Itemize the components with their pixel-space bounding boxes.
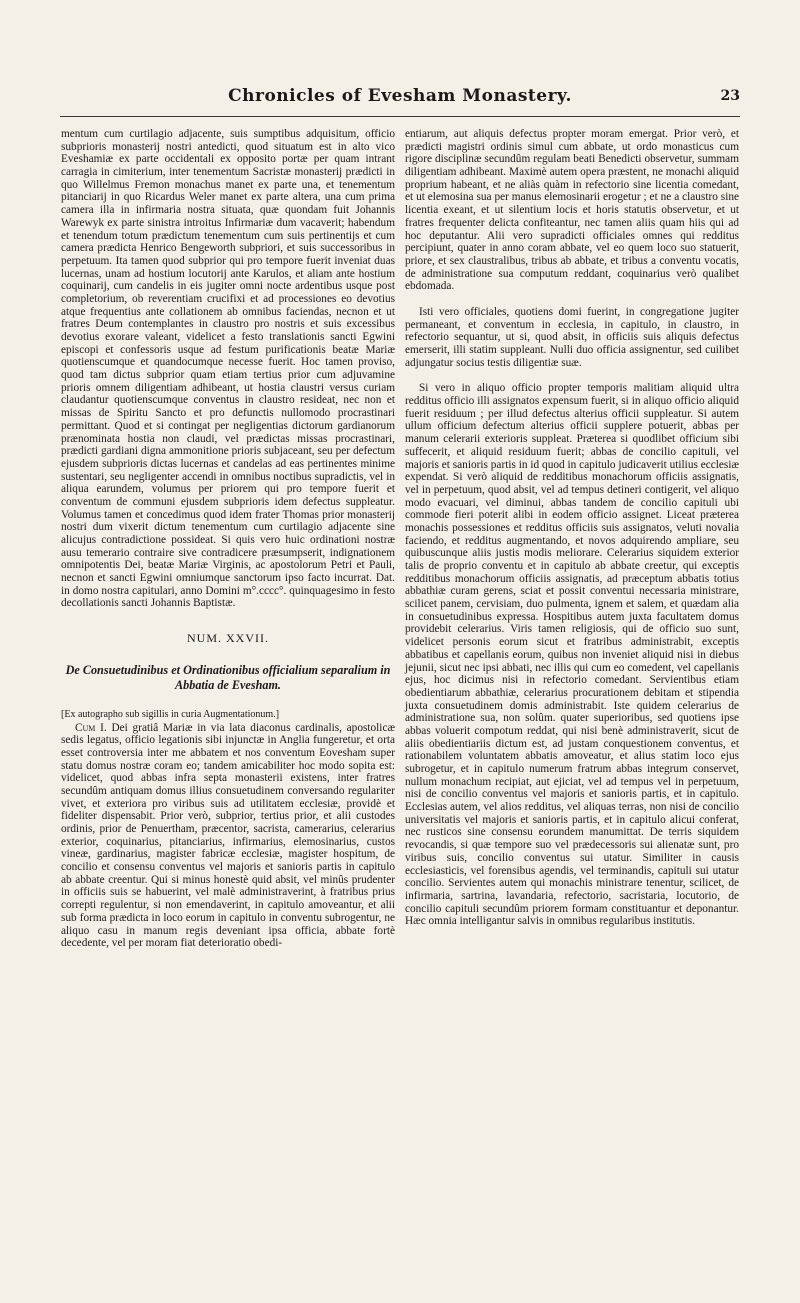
source-note: [Ex autographo sub sigillis in curia Augmentationum.]: [61, 708, 280, 720]
right-paragraph-3: Si vero in aliquo officio propter temporis malitiam aliquid ultra redditus officio illi assignatos expensum fuerit, si in aliquo officio aliquid fuerit residuum ; per illud defectus alterius officii suppleatur. Si autem ullum officium defectum alterius officii supplere potuerit, abbas per manum celerarii exterioris suppleat. Præterea si quodlibet officium sibi suffecerit, et aliquid residuum fuerit; abbas de concilio capituli, vel majoris et sanioris partis in id quod in capitulo judicaverit utilius ecclesiæ expendat. Si verò aliquid de redditibus monachorum officiis assignatis, vel in perpetuum, quod absit, vel ad tempus detineri contigerit, vel aliquo modo evacuari, vel diminui, abbas tandem de concilio capituli ubi commode fieri poterit alibi in eodem officio assignet. Liceat præterea monachis possessiones et redditus officiis suis assignatos, veluti novalia faciendo, et redditus augmentando, et novos adquirendo ampliare, seu quibuscunque aliis justis modis meliorare. Celerarius siquidem exterior talis de proprio conventu et in capitulo ab abbate creetur, qui exceptis redditibus monachorum officiis assignatis, ad præceptum abbatis totius abbathiæ curam gerens, sciat et possit conventui necessaria ministrare, scilicet panem, cervisiam, duo pulmenta, ignem et salem, et quædam alia in consuetudinibus expressa. Hospitibus autem juxta facultatem domus providebit celerarius. Viris tamen religiosis, qui de officio suo sunt, videlicet personis eorum sicut et fratribus administrabit, exceptis abbatibus et capellanis eorum, quibus non inveniet aliquid nisi in diebus jejunii, sicut nec ipsi abbati, nec illis qui cum eo comedent, vel capellanis ejus, hoc dicimus nisi in refectorio comedant. Servientibus etiam obedientiarum abbathiæ, celerarius procurationem debitam et stipendia juxta consuetudinem domis administrabit. Iste quidem celerarius de administratione sua, non solûm. quater superioribus, sed quotiens ipse abbas voluerit compotum reddat, qui nisi benè administraverit, sicut de aliis obedientiariis dictum est, ad justam conquestionem conventus, et rationabilem voluntatem abbatis amoveatur, et alius statim loco ejus subrogetur, et in capitulo numerum fratrum abbas integrum conservet, nullum monachum recipiat, aut ejiciat, vel ad tempus vel in perpetuum, nisi de concilio conventus vel majoris et sanioris partis, et in capitulo. Ecclesias autem, vel alios redditus, vel aliquas terras, non nisi de concilio universitatis vel majoris et sanioris partis, et in capitulo alicui conferat, nec rusticos sine consensu eorundem manumittat. De terris siquidem revocandis, si quæ tempore suo vel prædecessoris sui alienatæ sunt, pro viribus suis, concilio conventus sui utatur. Similiter in causis ecclesiasticis, vel forensibus agendis, vel terminandis, capituli sui utatur concilio. Servientes autem qui monachis ministrare tenentur, scilicet, de infirmaria, sartrina, lavandaria, refectorio, sacristaria, locutorio, de concilio capituli secundûm priorem formam constituantur et deponantur. Hæc omnia intelligantur salvis in omnibus regularibus institutis.: [405, 382, 739, 928]
left-paragraph-1: mentum cum curtilagio adjacente, suis sumptibus adquisitum, officio subprioris monasterij nostri antedicti, quod situatum est in alto vico Eveshamiæ ex parte occidentali ex opposito portæ per quam intrant carragia in cimiterium, inter tenementum Sacristæ monasterij prædicti in quo Willelmus Fremon monachus manet ex parte una, et tenementum pitanciarij in quo Ricardus Weler manet ex parte altera, una cum prima camera illa in infirmaria nostra situata, quæ quondam fuit Johannis Warewyk ex parte sinistra introitus Infirmariæ dum vacaverit; habendum et tenendum totum prædictum tenementum cum suis pertinentijs et cum camera prædicta Henrico Bengeworth subpriori, et suis successoribus in perpetuum. Ita tamen quod subprior qui pro tempore fuerit inveniat duas lucernas, unam ad hostium locutorij ante Karulos, et aliam ante hostium coquinarij, cum candelis in eis jugiter omni nocte ardentibus usque post completorium, ob reverentiam crucifixi et ad processiones eo devotius atque frequentius ante collationem ab omnibus faciendas, necnon et ut fratres Deum contemplantes in claustro pro nostris et suis excessibus devotius exorare valeant, videlicet a festo translationis sancti Egwini episcopi et confessoris usque ad festum purificationis beatæ Mariæ quotienscumque et quandocumque necesse fuerit. Hoc tamen proviso, quod tam dictus subprior quam etiam tertius prior cum adjuvamine prioris omnem diligentiam adhibeant, ut hostia claustri versus curiam claudantur quotienscumque conventus in claustro resideat, nec non et missas de Spiritu Sancto et pro defunctis nullomodo procrastinari permittant. Quod et si contingat per negligentias dictorum gardianorum prænominata hostia non claudi, vel prædictas missas procrastinari, prædicti gardiani digna ammonitione prioris subjaceant, seu per defectum ejusdem subprioris dictas lucernas et candelas ad eas pertinentes minime sustentari, seu negligenter accendi in omnibus noctibus supradictis, vel in aliqua earundem, volumus per priorem qui pro tempore fuerit et conventum de communi ejusdem subprioris idem defectus suppleatur. Volumus tamen et concedimus quod idem frater Thomas prior monasterij nostri dum vixerit dictum tenementum cum curtilagio adjacente sine alicujus contradictione possideat. Si quis vero huic ordinationi nostræ ausu temerario contraire sive contradicere præsumpserit, indignationem omnipotentis Dei, beatæ Mariæ Virginis, ac apostolorum Petri et Pauli, necnon et sancti Egwini omniumque sanctorum ipso facto incurrat. Dat. in domo nostra capitulari, anno Domini m°.cccc°. quinquagesimo in festo decollationis sancti Johannis Baptistæ.: [61, 128, 395, 610]
section-number: NUM. XXVII.: [187, 631, 269, 646]
right-column: [405, 128, 739, 928]
left-paragraph-2: [61, 722, 395, 950]
section-title: De Consuetudinibus et Ordinationibus officialium separalium in Abbatia de Evesham.: [65, 662, 391, 692]
right-paragraph-1: entiarum, aut aliquis defectus propter moram emergat. Prior verò, et prædicti magistri ordinis simul cum abbate, ut ordo monasticus cum rigore disciplinæ secundûm regulam beati Benedicti observetur, summam diligentiam adhibeant. Maximè autem opera præstent, ne monachi aliquid proprium habeant, et ne aliàs quàm in refectorio sine licentia comedant, et ut elemosina sua per manus elemosinarii erogetur ; et ne a claustro sine licentia exeant, et ut silentium locis et horis statutis observetur, et ut fratres frequenter delicta confiteantur, nec tamen aliis quam hiis qui ad hoc deputantur. Alii vero supradicti officiales omnes qui redditus percipiunt, quater in anno coram abbate, vel eo quem loco suo statuerit, priore, et sex claustralibus, tribus ab abbate, et tribus a conventu vocatis, de administratione sua computum reddant, coquinarius verò qualibet ebdomada.: [405, 128, 739, 293]
page-number: 23: [720, 88, 740, 104]
right-paragraph-2: Isti vero officiales, quotiens domi fuerint, in congregatione jugiter permaneant, et conventum in ecclesia, in capitulo, in claustro, in refectorio sequantur, ut si, quod absit, in officiis suis aliquis defectus emerserit, illi statim suppleant. Nulli duo officia assignentur, sed cuilibet adjungatur socius testis diligentiæ suæ.: [405, 305, 739, 369]
left-paragraph-2-text: I. Dei gratiâ Mariæ in via lata diaconus cardinalis, apostolicæ sedis legatus, officio legationis sibi injunctæ in Anglia fungeretur, et orta esset controversia inter me abbatem et nos conventum Eovesham super statu domus nostræ coram eo; tandem amicabiliter hoc modo sopita est: videlicet, quod abbas infra septa monasterii existens, inter fratres secundûm antiquam domus illius consuetudinem conversando regulariter vivet, et exteriora pro viribus suis ad utilitatem ecclesiæ, providè et fideliter dispensabit. Prior verò, subprior, tertius prior, et alii custodes ordinis, prior de Penuertham, præcentor, sacrista, camerarius, celerarius exterior, coquinarius, pitanciarius, infirmarius, elemosinarius, custos vineæ, gardinarius, magister fabricæ ecclesiæ, magister hospitum, de concilio et consensu conventus vel majoris et sanioris partis in capitulo ab abbate creentur. Qui si minus honestè quid absit, vel minûs prudenter in officiis suis se habuerint, vel malè administraverint, à fratribus prius correpti regulentur, si non emendaverint, in capitulo amoveantur, et alii sub forma prædicta in loco eorum in capitulo in conventu subrogentur, ne aliquo casu in manum regis deveniant ipsa officia, abbate fortè decedente, vel per moram fiat deterioratio obedi-: [61, 721, 395, 950]
running-title: Chronicles of Evesham Monastery.: [228, 86, 572, 106]
left-column: [61, 128, 395, 950]
paragraph-lead-word: Cum: [75, 721, 96, 734]
page-header: [60, 86, 740, 117]
